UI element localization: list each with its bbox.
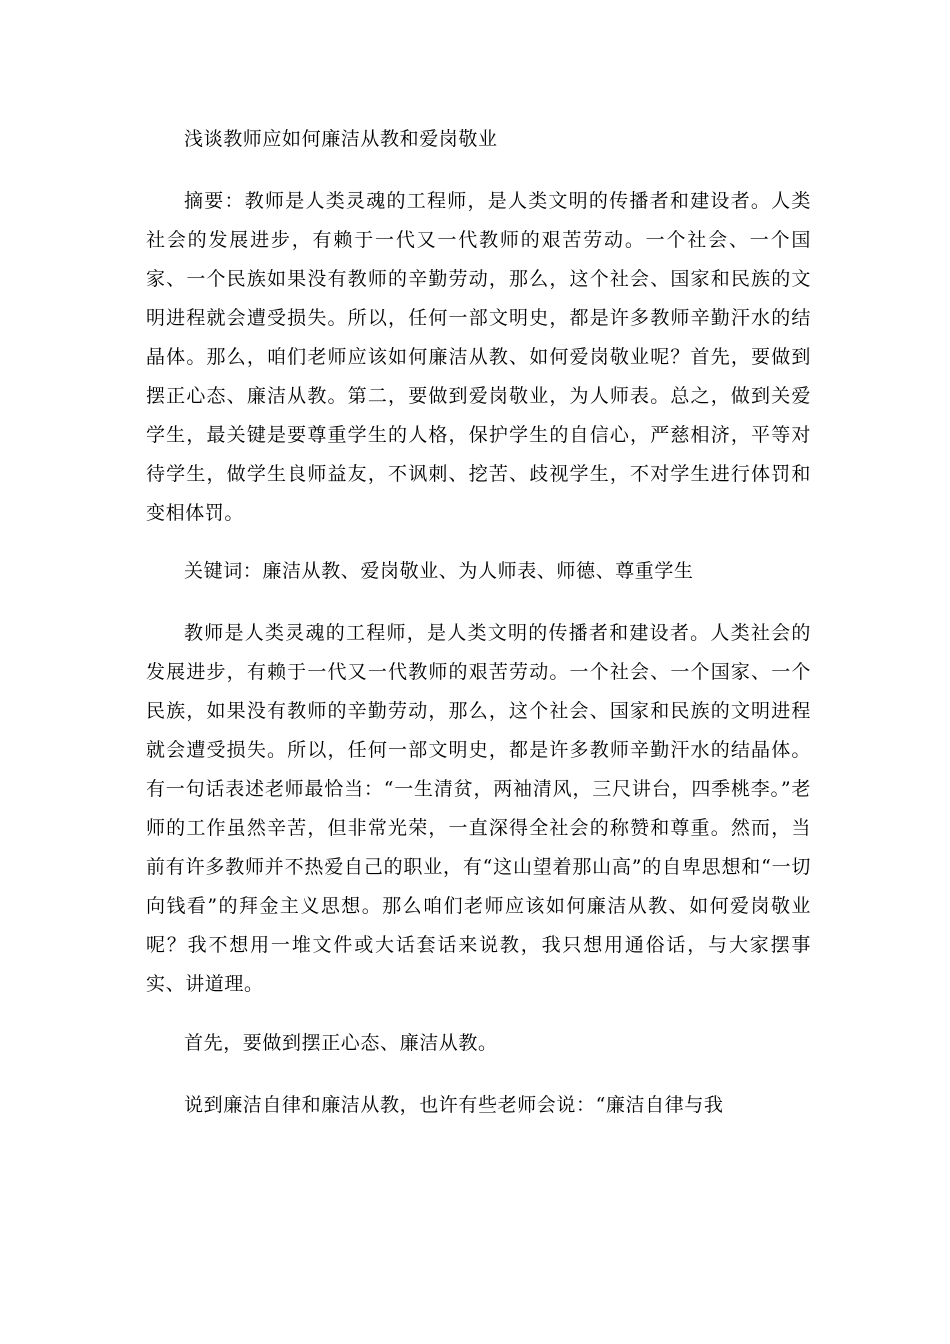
abstract-paragraph: 摘要：教师是人类灵魂的工程师，是人类文明的传播者和建设者。人类社会的发展进步，有赖于一代又一代教师的艰苦劳动。一个社会、一个国家、一个民族如果没有教师的辛勤劳动，那么，这个社会、国家和民族的文明进程就会遭受损失。所以，任何一部文明史，都是许多教师辛勤汗水的结晶体。那么，咱们老师应该如何廉洁从教、如何爱岗敬业呢？首先，要做到摆正心态、廉洁从教。第二，要做到爱岗敬业，为人师表。总之，做到关爱学生，最关键是要尊重学生的人格，保护学生的自信心，严慈相济，平等对待学生，做学生良师益友，不讽刺、挖苦、歧视学生，不对学生进行体罚和变相体罚。 <box>146 190 811 524</box>
body-paragraph: 说到廉洁自律和廉洁从教，也许有些老师会说：“廉洁自律与我 <box>184 1094 724 1116</box>
document-title: 浅谈教师应如何廉洁从教和爱岗敬业 <box>184 128 498 150</box>
body-paragraph: 教师是人类灵魂的工程师，是人类文明的传播者和建设者。人类社会的发展进步，有赖于一代又一代教师的艰苦劳动。一个社会、一个国家、一个民族，如果没有教师的辛勤劳动，那么，这个社会、国家和民族的文明进程就会遭受损失。所以，任何一部文明史，都是许多教师辛勤汗水的结晶体。有一句话表述老师最恰当：“一生清贫，两袖清风，三尺讲台，四季桃李。”老师的工作虽然辛苦，但非常光荣，一直深得全社会的称赞和尊重。然而，当前有许多教师并不热爱自己的职业，有“这山望着那山高”的自卑思想和“一切向钱看”的拜金主义思想。那么咱们老师应该如何廉洁从教、如何爱岗敬业呢？我不想用一堆文件或大话套话来说教，我只想用通俗话，与大家摆事实、讲道理。 <box>146 622 811 995</box>
keywords-paragraph: 关键词：廉洁从教、爱岗敬业、为人师表、师德、尊重学生 <box>184 560 694 582</box>
body-paragraph: 首先，要做到摆正心态、廉洁从教。 <box>184 1032 498 1054</box>
